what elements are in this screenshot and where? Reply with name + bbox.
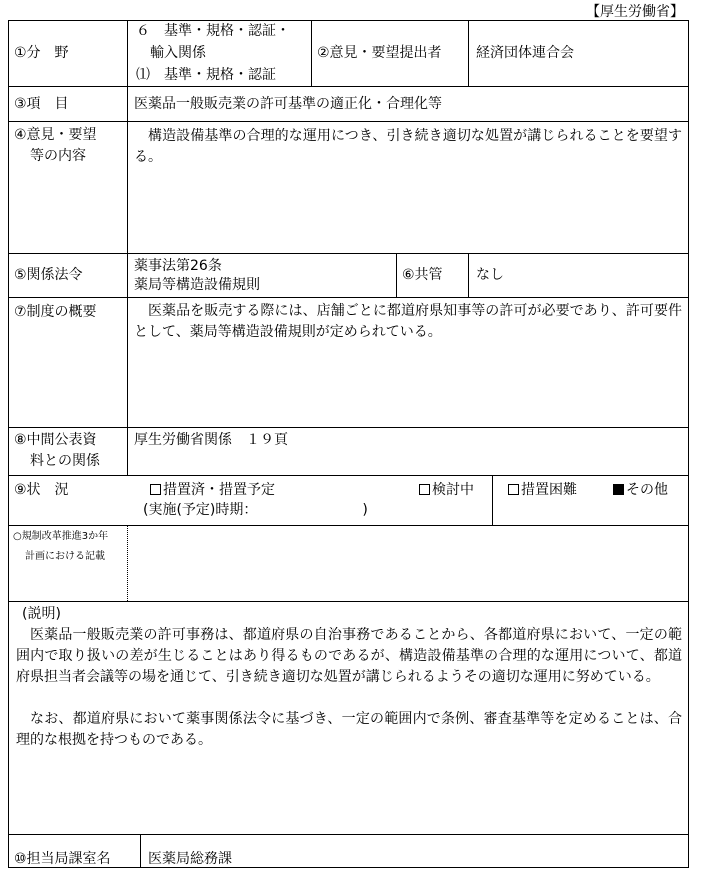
status-option-review[interactable]: 検討中 [419, 481, 474, 499]
checkbox-unchecked-icon [419, 484, 430, 495]
status-label: ⑨状 況 [14, 482, 69, 498]
checkbox-unchecked-icon [150, 484, 161, 495]
submitter-label: ②意見・要望提出者 [317, 45, 442, 61]
item-value: 医薬品一般販売業の許可基準の適正化・合理化等 [134, 96, 442, 112]
plan-label-line-1: ○規制改革推進3か年 [13, 531, 109, 542]
request-content: 構造設備基準の合理的な運用につき、引き続き適切な処置が講じられることを要望する。 [134, 128, 682, 165]
status-option-other[interactable]: その他 [613, 481, 668, 499]
responsible-bureau-value: 医薬局総務課 [148, 851, 232, 867]
request-label-line-1: ④意見・要望 [14, 127, 97, 143]
system-overview-text: 医薬品を販売する際には、店舗ごとに都道府県知事等の許可が必要であり、許可要件として、薬局等構造設備規則が定められている。 [134, 303, 682, 340]
submitter-value: 経済団体連合会 [476, 45, 574, 61]
related-law-line-1: 薬事法第26条 [134, 258, 222, 274]
checkbox-checked-icon [613, 484, 624, 495]
explanation-heading: (説明) [22, 606, 61, 622]
related-law-line-2: 薬局等構造設備規則 [134, 277, 260, 293]
field-line-2: 輸入関係 [150, 45, 206, 61]
plan-label-line-2: 計画における記載 [25, 551, 105, 562]
field-line-1: ６ 基準・規格・認証・ [136, 23, 290, 39]
system-overview-label: ⑦制度の概要 [14, 304, 97, 320]
related-law-label: ⑤関係法令 [14, 267, 83, 283]
interim-label-line-2: 料との関係 [30, 453, 100, 469]
field-label: ①分 野 [14, 45, 69, 61]
item-label: ③項 目 [14, 96, 69, 112]
explanation-paragraph-1: 医薬品一般販売業の許可事務は、都道府県の自治事務であることから、各都道府県において、一定の範囲内で取り扱いの差が生じることはあり得るものであるが、構造設備基準の合理的な運用について、都道府県担当者会議等の場を通じて、引き続き適切な処置が講じられるようその適切な運用に努めている。 [16, 627, 682, 685]
checkbox-unchecked-icon [508, 484, 519, 495]
status-option-difficult[interactable]: 措置困難 [508, 481, 577, 499]
request-label-line-2: 等の内容 [30, 148, 86, 164]
responsible-bureau-label: ⑩担当局課室名 [14, 851, 111, 867]
status-option-done[interactable]: 措置済・措置予定 [150, 481, 275, 499]
explanation-paragraph-2: なお、都道府県において薬事関係法令に基づき、一定の範囲内で条例、審査基準等を定めることは、合理的な根拠を持つものである。 [16, 711, 682, 748]
jurisdiction-value: なし [476, 267, 504, 283]
field-line-3: ⑴ 基準・規格・認証 [136, 67, 276, 83]
interim-value: 厚生労働省関係 １９頁 [134, 432, 288, 448]
implementation-date: (実施(予定)時期： ) [143, 502, 368, 518]
ministry-label: 【厚生労働省】 [586, 4, 684, 20]
interim-label-line-1: ⑧中間公表資 [14, 432, 97, 448]
jurisdiction-label: ⑥共管 [402, 267, 443, 283]
